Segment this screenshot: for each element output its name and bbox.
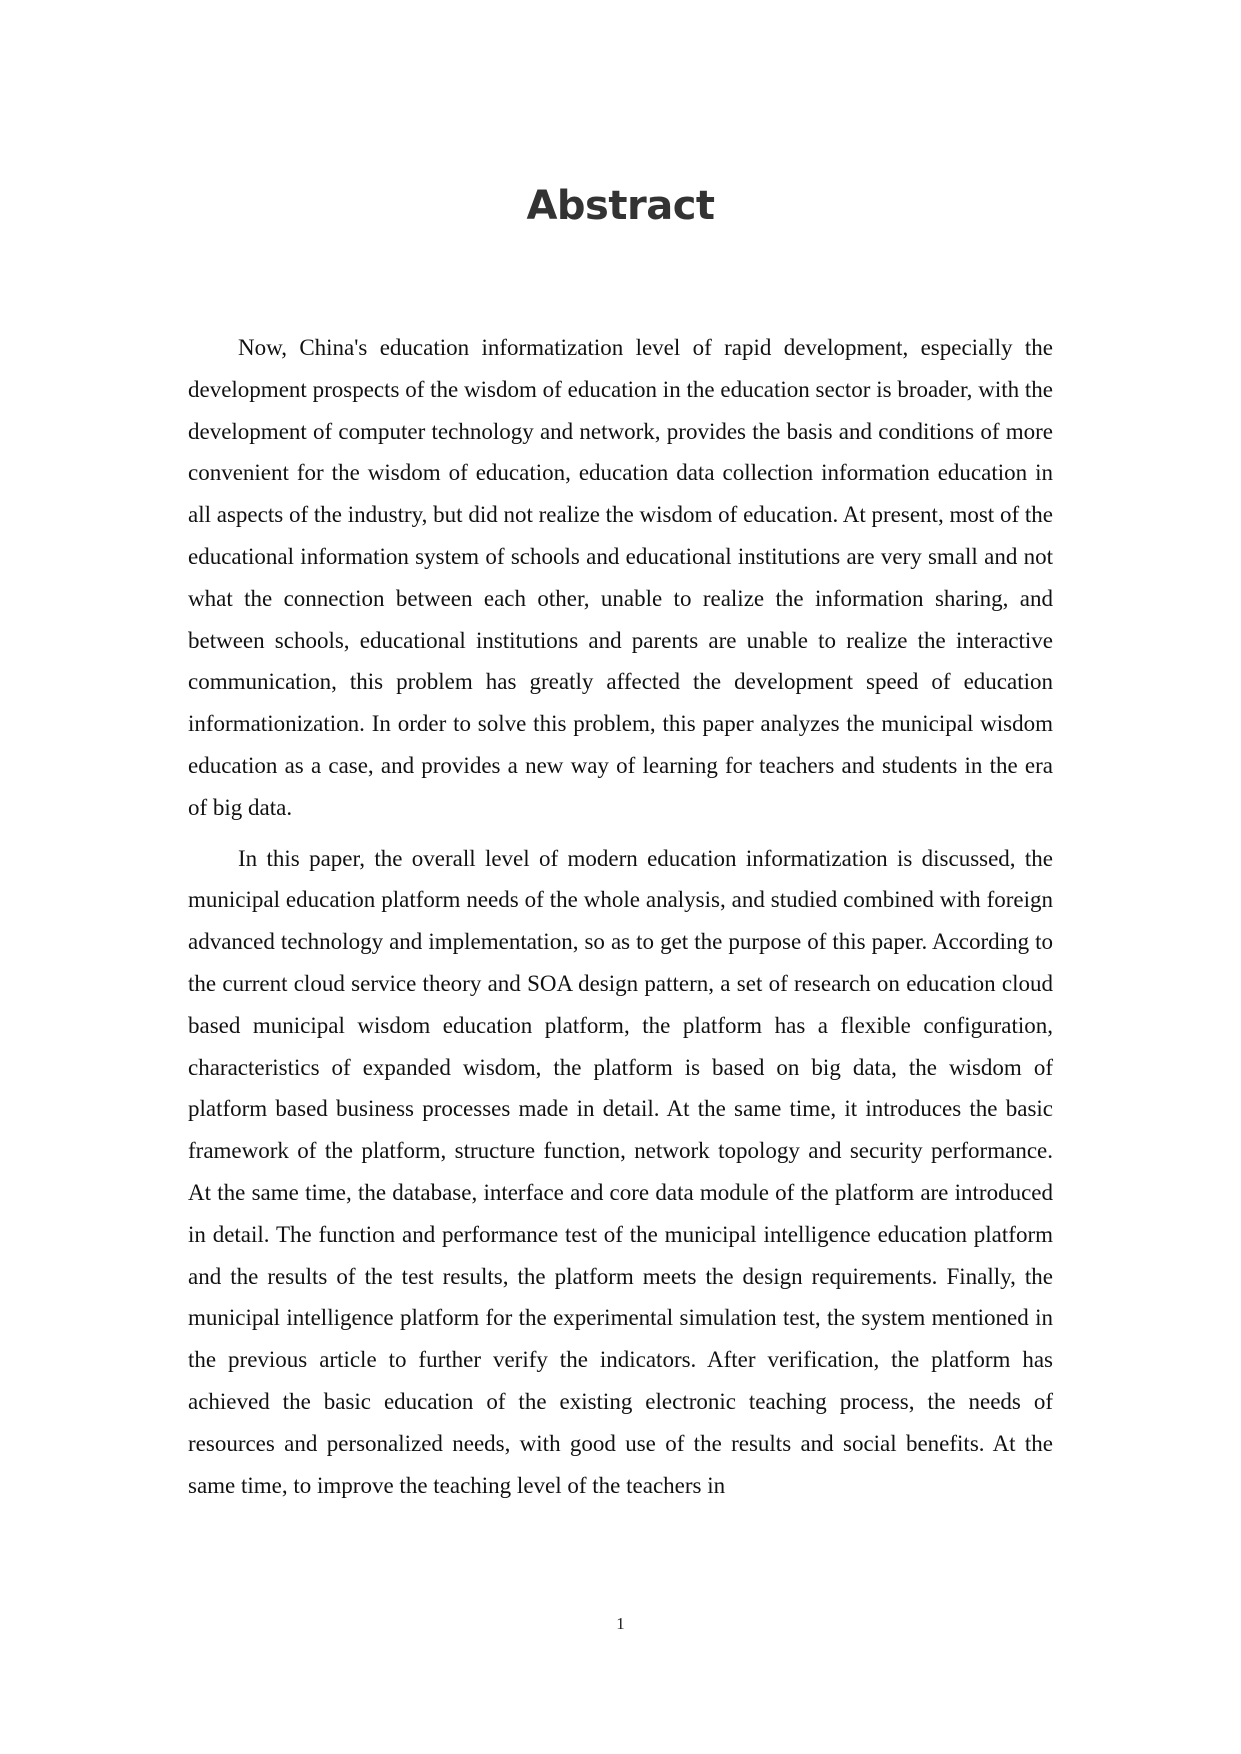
page-number: 1 — [616, 1614, 625, 1633]
abstract-body — [188, 327, 1053, 1506]
abstract-paragraph-2: In this paper, the overall level of modern education informatization is discussed, the municipal education platform needs of the whole analysis, and studied combined with foreign advanced technology and implementation, so as to get the purpose of this paper. According to the current cloud service theory and SOA design pattern, a set of research on education cloud based municipal wisdom education platform, the platform has a flexible configuration, characteristics of expanded wisdom, the platform is based on big data, the wisdom of platform based business processes made in detail. At the same time, it introduces the basic framework of the platform, structure function, network topology and security performance. At the same time, the database, interface and core data module of the platform are introduced in detail. The function and performance test of the municipal intelligence education platform and the results of the test results, the platform meets the design requirements. Finally, the municipal intelligence platform for the experimental simulation test, the system mentioned in the previous article to further verify the indicators. After verification, the platform has achieved the basic education of the existing electronic teaching process, the needs of resources and personalized needs, with good use of the results and social benefits. At the same time, to improve the teaching level of the teachers in — [188, 845, 1053, 1498]
abstract-paragraph-1: Now, China's education informatization level of rapid development, especially the development prospects of the wisdom of education in the education sector is broader, with the development of computer technology and network, provides the basis and conditions of more convenient for the wisdom of education, education data collection information education in all aspects of the industry, but did not realize the wisdom of education. At present, most of the educational information system of schools and educational institutions are very small and not what the connection between each other, unable to realize the information sharing, and between schools, educational institutions and parents are unable to realize the interactive communication, this problem has greatly affected the development speed of education informationization. In order to solve this problem, this paper analyzes the municipal wisdom education as a case, and provides a new way of learning for teachers and students in the era of big data. — [188, 335, 1053, 820]
page-title: Abstract — [526, 183, 715, 229]
